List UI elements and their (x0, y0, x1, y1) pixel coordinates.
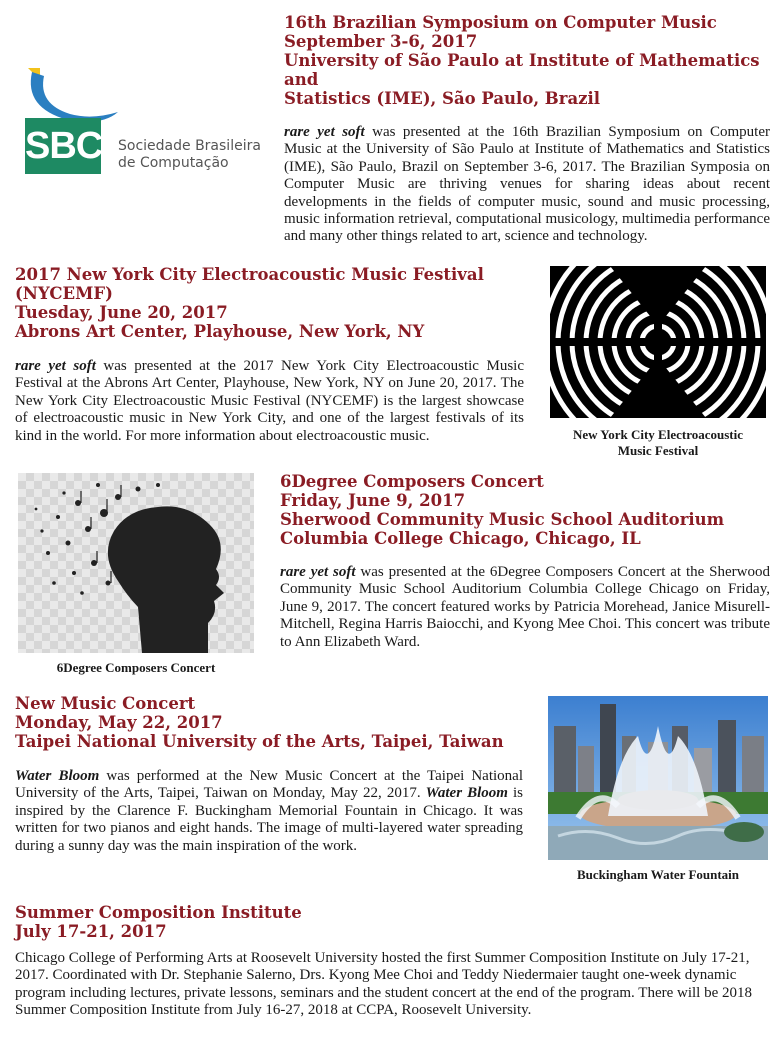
nycemf-logo-image (550, 266, 766, 418)
section-brazilian-symposium (284, 13, 770, 246)
buckingham-fountain-image (548, 696, 768, 860)
nycemf-caption: New York City Electroacoustic Music Festival (572, 427, 744, 458)
nycemf-logo-icon (550, 266, 766, 418)
section-heading: 2017 New York City Electroacoustic Music Festival (NYCEMF) Tuesday, June 20, 2017 Abrons Art Center, Playhouse, New York, NY (15, 265, 484, 341)
section-nycemf (15, 265, 524, 445)
section-heading: 6Degree Composers Concert Friday, June 9, 2017 Sherwood Community Music School Auditorium Columbia College Chicago, Chicago, IL (280, 472, 725, 548)
section-heading: Summer Composition Institute July 17-21, 2017 (15, 903, 302, 941)
music-head-image (18, 473, 254, 653)
sixdegree-caption: 6Degree Composers Concert (56, 660, 216, 675)
section-body: rare yet soft was presented at the 16th Brazilian Symposium on Computer Music at the University of São Paulo at Institute of Mathematics and Statistics (IME), São Paulo, Brazil on September 3-6, 2017. The Brazilian Symposia on Computer Music are thriving venues for sharing ideas about recent developments in the fields of computer music, sound and music processing, music information retrieval, computational musicology, multimedia performance and many other things related to art, science and technology. (284, 124, 770, 245)
sbc-org-name: Sociedade Brasileira de Computação (118, 138, 261, 171)
section-new-music-concert (15, 694, 523, 855)
section-body: Chicago College of Performing Arts at Roosevelt University hosted the first Summer Composition Institute on July 17-21, 2017. Coordinated with Dr. Stephanie Salerno, Drs. Kyong Mee Choi and Teddy Niedermaier taught one-week dynamic program including lectures, private lessons, seminars and the student concert at the end of the program. There will be 2018 Summer Composition Institute from July 16-27, 2018 at CCPA, Roosevelt University. (15, 950, 753, 1019)
section-6degree (280, 472, 770, 651)
head-silhouette-icon (18, 473, 254, 653)
section-summer-institute (15, 903, 767, 1020)
section-heading: 16th Brazilian Symposium on Computer Music September 3-6, 2017 University of São Paulo at Institute of Mathematics and Statistics (IME), São Paulo, Brazil (284, 13, 760, 108)
fountain-caption: Buckingham Water Fountain (576, 867, 740, 882)
sbc-logo (22, 62, 262, 182)
section-heading: New Music Concert Monday, May 22, 2017 Taipei National University of the Arts, Taipei, Taiwan (15, 694, 504, 751)
sbc-letters: SBC (25, 125, 103, 167)
section-body: rare yet soft was presented at the 2017 New York City Electroacoustic Music Festival at the Abrons Art Center, Playhouse, New York, NY on June 20, 2017. The New York City Electroacoustic Music Festival (NYCEMF) is the largest showcase of electroacoustic music in New York City, and one of the largest festivals of its kind in the world. For more information about electroacoustic music. (15, 358, 524, 444)
section-body: Water Bloom was performed at the New Music Concert at the Taipei National University of the Arts, Taipei, Taiwan on Monday, May 22, 2017. Water Bloom is inspired by the Clarence F. Buckingham Memorial Fountain in Chicago. It was written for two pianos and eight hands. The image of multi-layered water spreading during a sunny day was the main inspiration of the work. (15, 768, 523, 854)
section-body: rare yet soft was presented at the 6Degree Composers Concert at the Sherwood Community Music School Auditorium Columbia College Chicago on Friday, June 9, 2017. The concert featured works by Patricia Morehead, Janice Misurell-Mitchell, Regina Harris Baiocchi, and Kyong Mee Choi. This concert was tribute to Ann Elizabeth Ward. (280, 564, 770, 650)
fountain-photo-icon (548, 696, 768, 860)
